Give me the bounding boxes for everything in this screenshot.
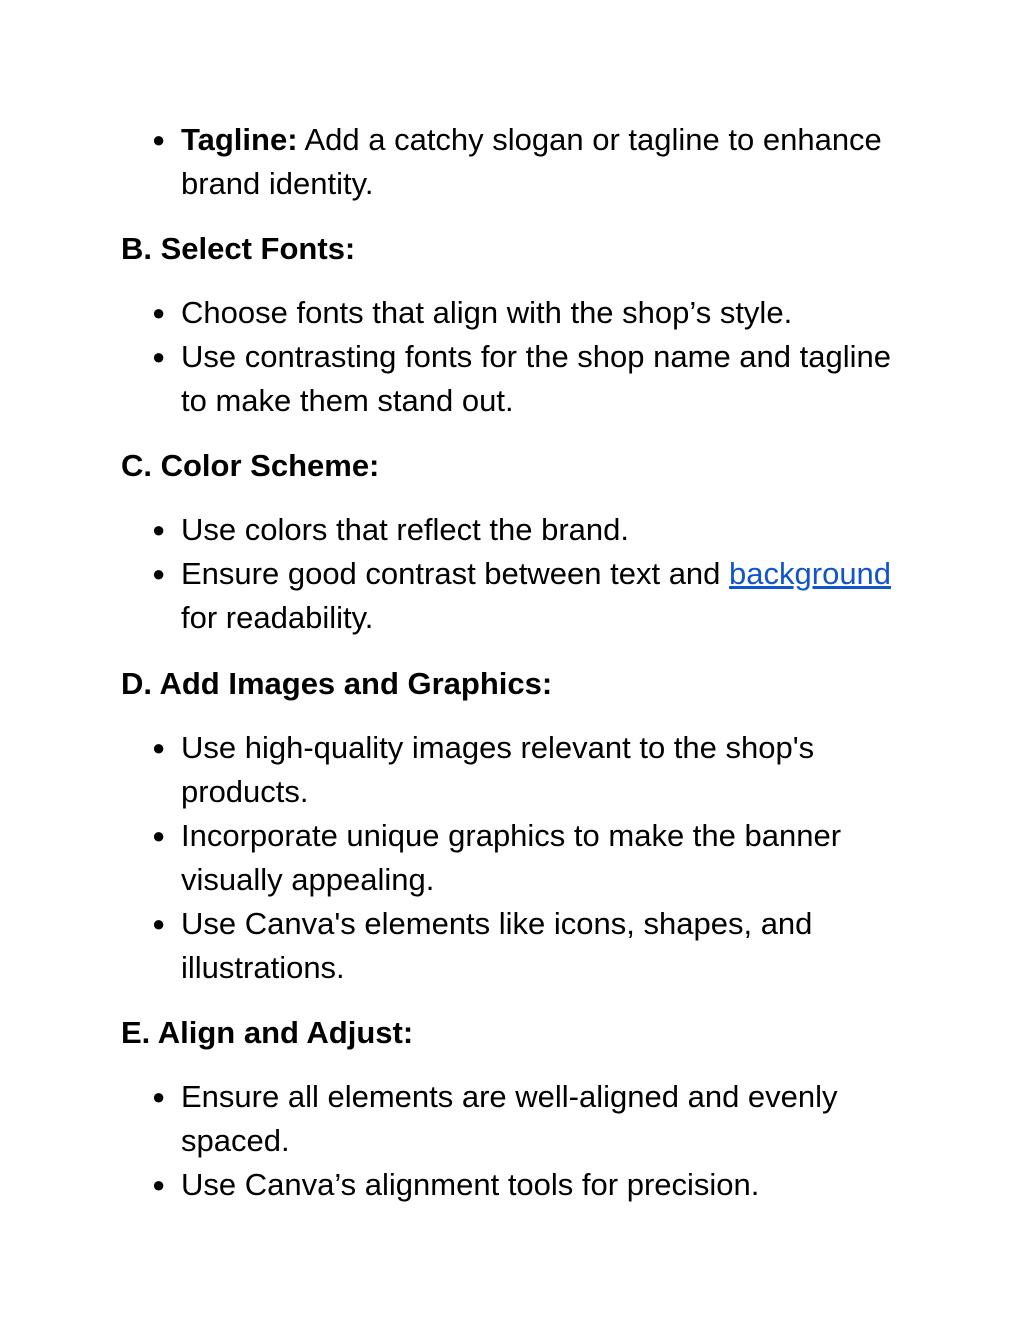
list-item-text: Use Canva's elements like icons, shapes, and illustrations. xyxy=(181,906,813,985)
list-item-text: Use colors that reflect the brand. xyxy=(181,512,630,547)
list-item xyxy=(0,508,911,552)
list-item xyxy=(0,552,911,640)
section-heading-color-scheme: C. Color Scheme: xyxy=(121,448,380,483)
list-item xyxy=(0,1163,911,1207)
list-item xyxy=(0,814,911,902)
tagline-list xyxy=(0,118,911,206)
bullet-icon: ● xyxy=(152,300,166,325)
section-heading-select-fonts: B. Select Fonts: xyxy=(121,231,356,266)
list-item-text: Incorporate unique graphics to make the banner visually appealing. xyxy=(181,818,842,897)
images-graphics-list xyxy=(0,726,911,990)
tagline-label: Tagline: xyxy=(181,122,298,157)
list-item-text: Use high-quality images relevant to the shop's products. xyxy=(181,730,815,809)
list-item-text: Use contrasting fonts for the shop name and tagline to make them stand out. xyxy=(181,339,891,418)
bullet-icon: ● xyxy=(152,823,166,848)
list-item-text: Ensure all elements are well-aligned and evenly spaced. xyxy=(181,1079,838,1158)
color-scheme-list xyxy=(0,508,911,640)
list-item xyxy=(0,902,911,990)
bullet-icon: ● xyxy=(152,1172,166,1197)
align-adjust-list xyxy=(0,1075,911,1207)
bullet-icon: ● xyxy=(152,517,166,542)
section-heading-align-adjust: E. Align and Adjust: xyxy=(121,1015,414,1050)
list-item-text: Choose fonts that align with the shop’s style. xyxy=(181,295,793,330)
tagline-text: Add a catchy slogan or tagline to enhance brand identity. xyxy=(181,122,882,201)
list-item-tagline xyxy=(0,118,911,206)
bullet-icon: ● xyxy=(152,344,166,369)
list-item xyxy=(0,1075,911,1163)
background-link[interactable]: background xyxy=(729,556,892,591)
bullet-icon: ● xyxy=(152,1084,166,1109)
bullet-icon: ● xyxy=(152,127,166,152)
select-fonts-list xyxy=(0,291,911,423)
list-item-text: Use Canva’s alignment tools for precision. xyxy=(181,1167,760,1202)
list-item xyxy=(0,291,911,335)
list-item-text: Ensure good contrast between text and xyxy=(181,556,730,591)
list-item xyxy=(0,335,911,423)
bullet-icon: ● xyxy=(152,735,166,760)
list-item xyxy=(0,726,911,814)
list-item-text-tail: for readability. xyxy=(181,600,374,635)
bullet-icon: ● xyxy=(152,561,166,586)
section-heading-add-images-graphics: D. Add Images and Graphics: xyxy=(121,666,553,701)
bullet-icon: ● xyxy=(152,911,166,936)
